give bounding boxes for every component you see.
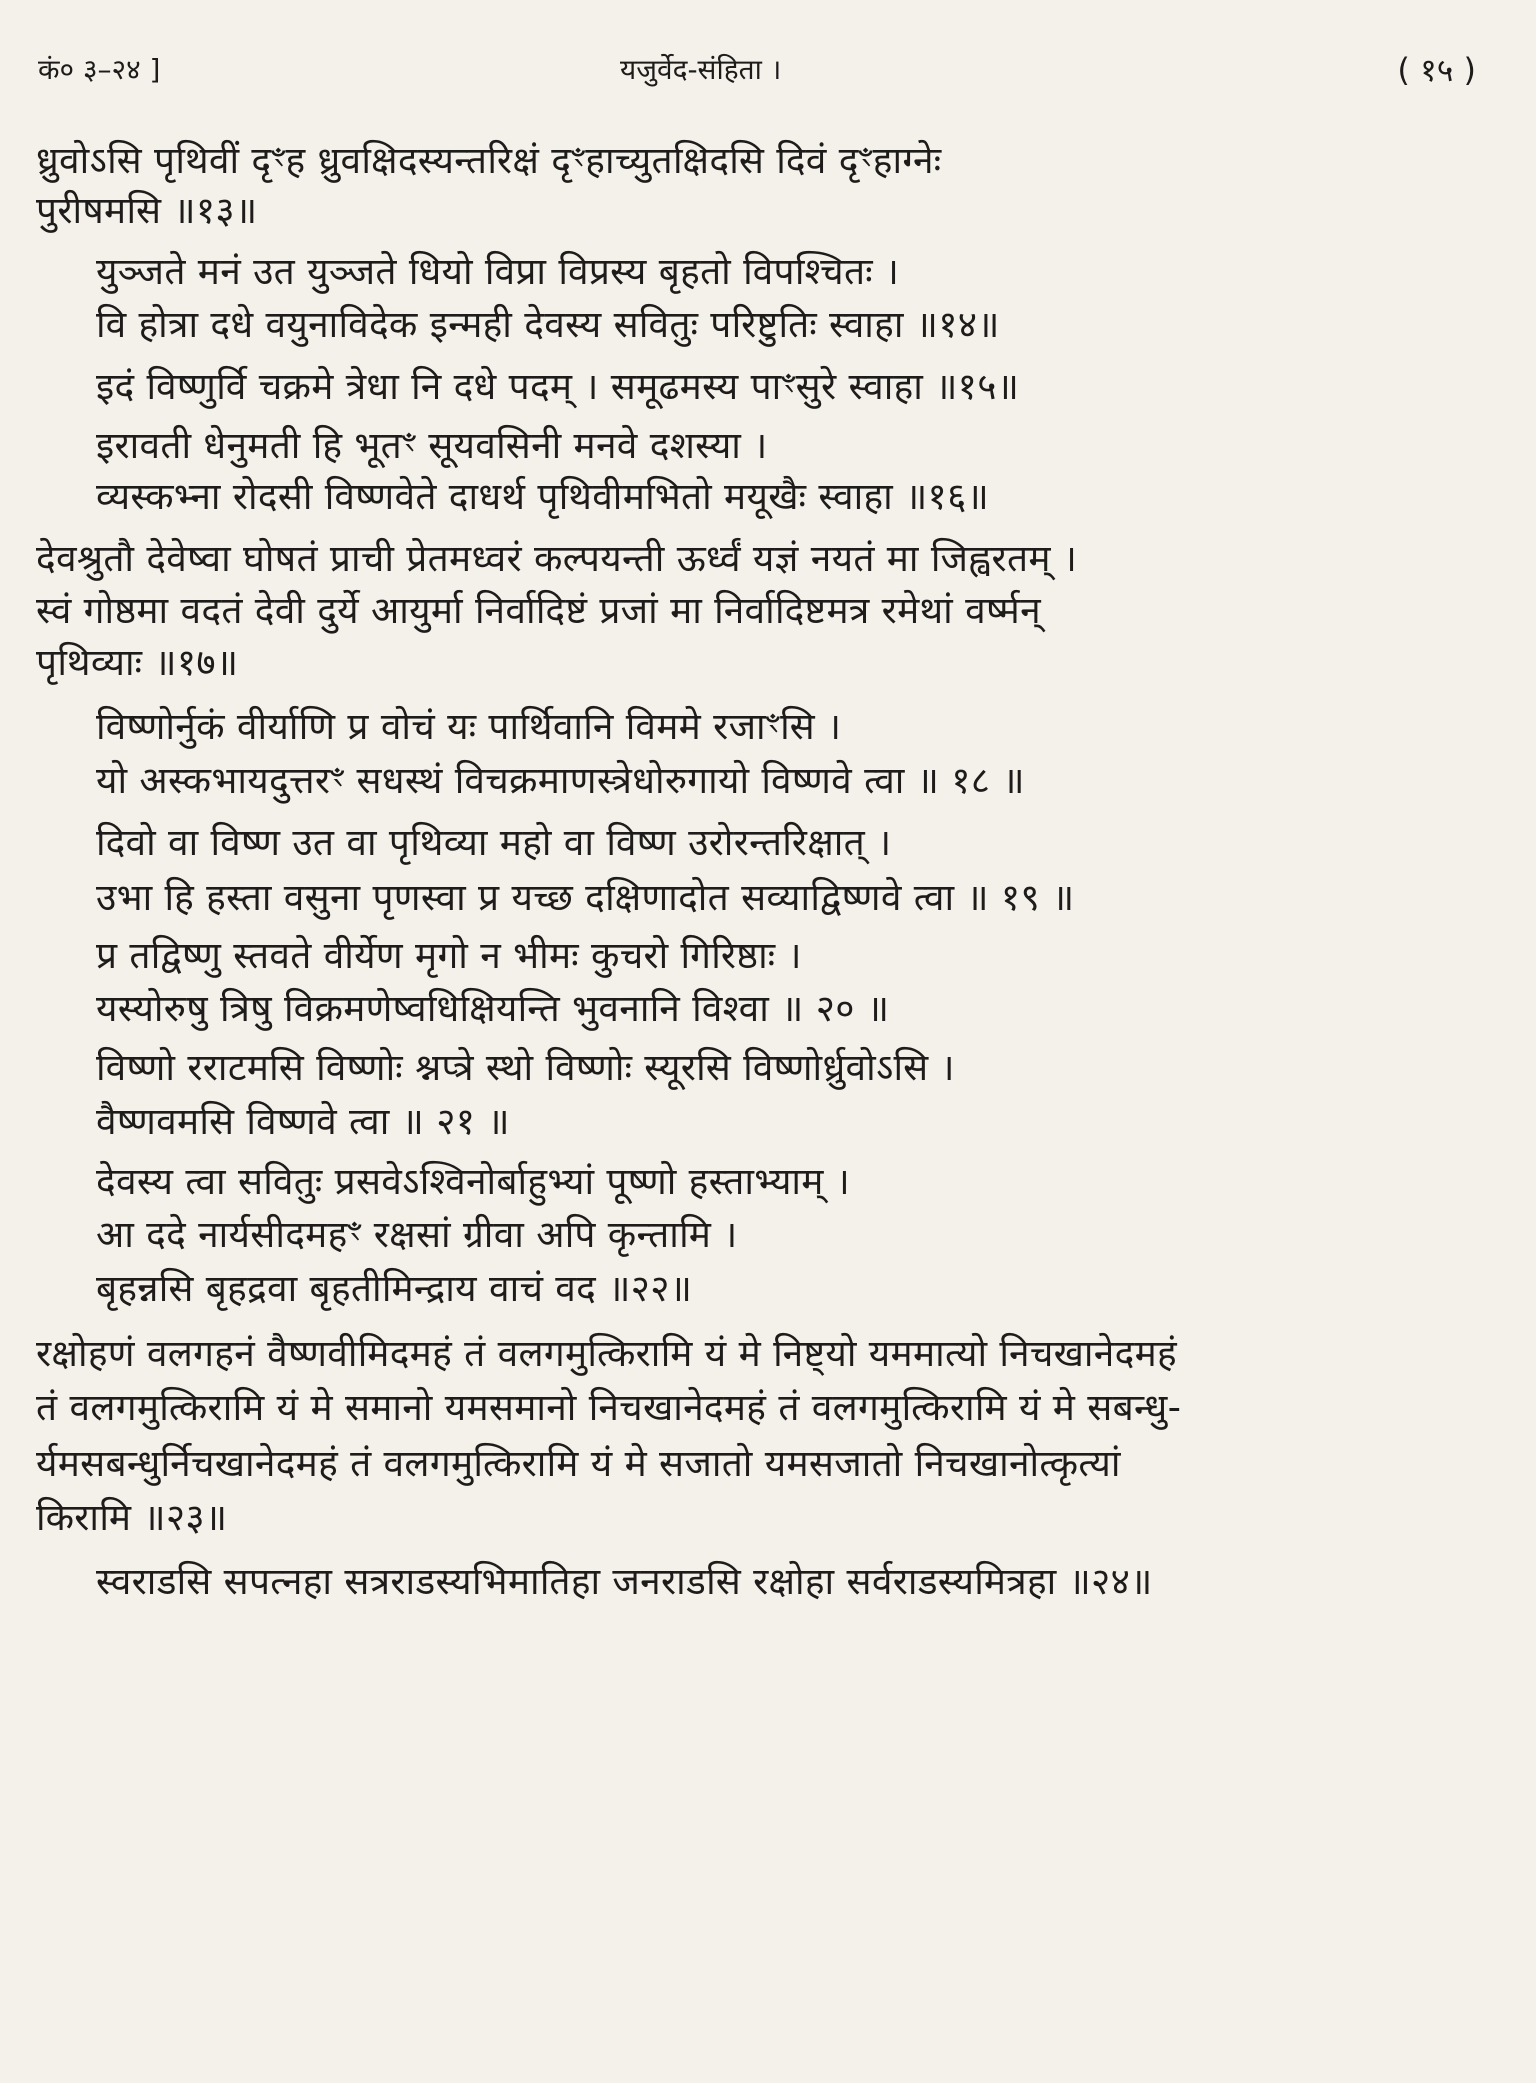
verse-line: यस्योरुषु त्रिषु विक्रमणेष्वधिक्षियन्ति भुवनानि विश्वा ॥ २० ॥ [96,987,890,1030]
page-number: ( १५ ) [1397,51,1476,89]
verse-line: वि होत्रा दधे वयुनाविदेक इन्मही देवस्य सवितुः परिष्टुतिः स्वाहा ॥१४॥ [96,303,1000,346]
verse-line: युञ्जते मनं उत युञ्जते धियो विप्रा विप्रस्य बृहतो विपश्चितः । [96,250,900,293]
verse-line: तं वलगमुत्किरामि यं मे समानो यमसमानो निचखानेदमहं तं वलगमुत्किरामि यं मे सबन्धु- [36,1386,1182,1429]
verse-line: वैष्णवमसि विष्णवे त्वा ॥ २१ ॥ [96,1100,510,1143]
verse-line: रक्षोहणं वलगहनं वैष्णवीमिदमहं तं वलगमुत्किरामि यं मे निष्ट्यो यममात्यो निचखानेदमहं [36,1332,1177,1375]
verse-line: दिवो वा विष्ण उत वा पृथिव्या महो वा विष्ण उरोरन्तरिक्षात् । [96,821,892,864]
verse-line: र्यमसबन्धुर्निचखानेदमहं तं वलगमुत्किरामि यं मे सजातो यमसजातो निचखानोत्कृत्यां [36,1442,1121,1485]
verse-line: स्वराडसि सपत्नहा सत्रराडस्यभिमातिहा जनराडसि रक्षोहा सर्वराडस्यमित्रहा ॥२४॥ [96,1560,1153,1603]
running-head-section-ref: कं० ३–२४ ] [38,53,161,86]
verse-line: विष्णो रराटमसि विष्णोः श्नप्त्रे स्थो विष्णोः स्यूरसि विष्णोर्ध्रुवोऽसि । [96,1046,955,1089]
verse-line: आ ददे नार्यसीदमहꣳ रक्षसां ग्रीवा अपि कृन्तामि । [96,1213,738,1256]
verse-line: व्यस्कभ्ना रोदसी विष्णवेते दाधर्थ पृथिवीमभितो मयूखैः स्वाहा ॥१६॥ [96,475,990,518]
verse-line: उभा हि हस्ता वसुना पृणस्वा प्र यच्छ दक्षिणादोत सव्याद्विष्णवे त्वा ॥ १९ ॥ [96,876,1075,919]
verse-line: इरावती धेनुमती हि भूतꣳ सूयवसिनी मनवे दशस्या । [96,424,768,467]
verse-line: पुरीषमसि ॥१३॥ [36,189,258,232]
verse-line: देवश्रुतौ देवेष्वा घोषतं प्राची प्रेतमध्वरं कल्पयन्ती ऊर्ध्वं यज्ञं नयतं मा जिह्वरतम् । [36,537,1078,580]
verse-line: बृहन्नसि बृहद्रवा बृहतीमिन्द्राय वाचं वद ॥२२॥ [96,1267,693,1310]
verse-line: इदं विष्णुर्वि चक्रमे त्रेधा नि दधे पदम् । समूढमस्य पाꣳसुरे स्वाहा ॥१५॥ [96,365,1020,408]
running-head-title: यजुर्वेद-संहिता । [620,53,782,86]
verse-line: किरामि ॥२३॥ [36,1496,228,1539]
verse-line: स्वं गोष्ठमा वदतं देवी दुर्ये आयुर्मा निर्वादिष्टं प्रजां मा निर्वादिष्टमत्र रमेथां वर्ष्मन् [36,589,1041,632]
verse-line: प्र तद्विष्णु स्तवते वीर्येण मृगो न भीमः कुचरो गिरिष्ठाः । [96,934,802,977]
verse-line: देवस्य त्वा सवितुः प्रसवेऽश्विनोर्बाहुभ्यां पूष्णो हस्ताभ्याम् । [96,1160,851,1203]
verse-line: ध्रुवोऽसि पृथिवीं दृꣳह ध्रुवक्षिदस्यन्तरिक्षं दृꣳहाच्युतक्षिदसि दिवं दृꣳहाग्नेः [36,139,942,182]
verse-line: यो अस्कभायदुत्तरꣳ सधस्थं विचक्रमाणस्त्रेधोरुगायो विष्णवे त्वा ॥ १८ ॥ [96,759,1025,802]
verse-line: विष्णोर्नुकं वीर्याणि प्र वोचं यः पार्थिवानि विममे रजाꣳसि । [96,705,842,748]
verse-line: पृथिव्याः ॥१७॥ [36,641,239,684]
